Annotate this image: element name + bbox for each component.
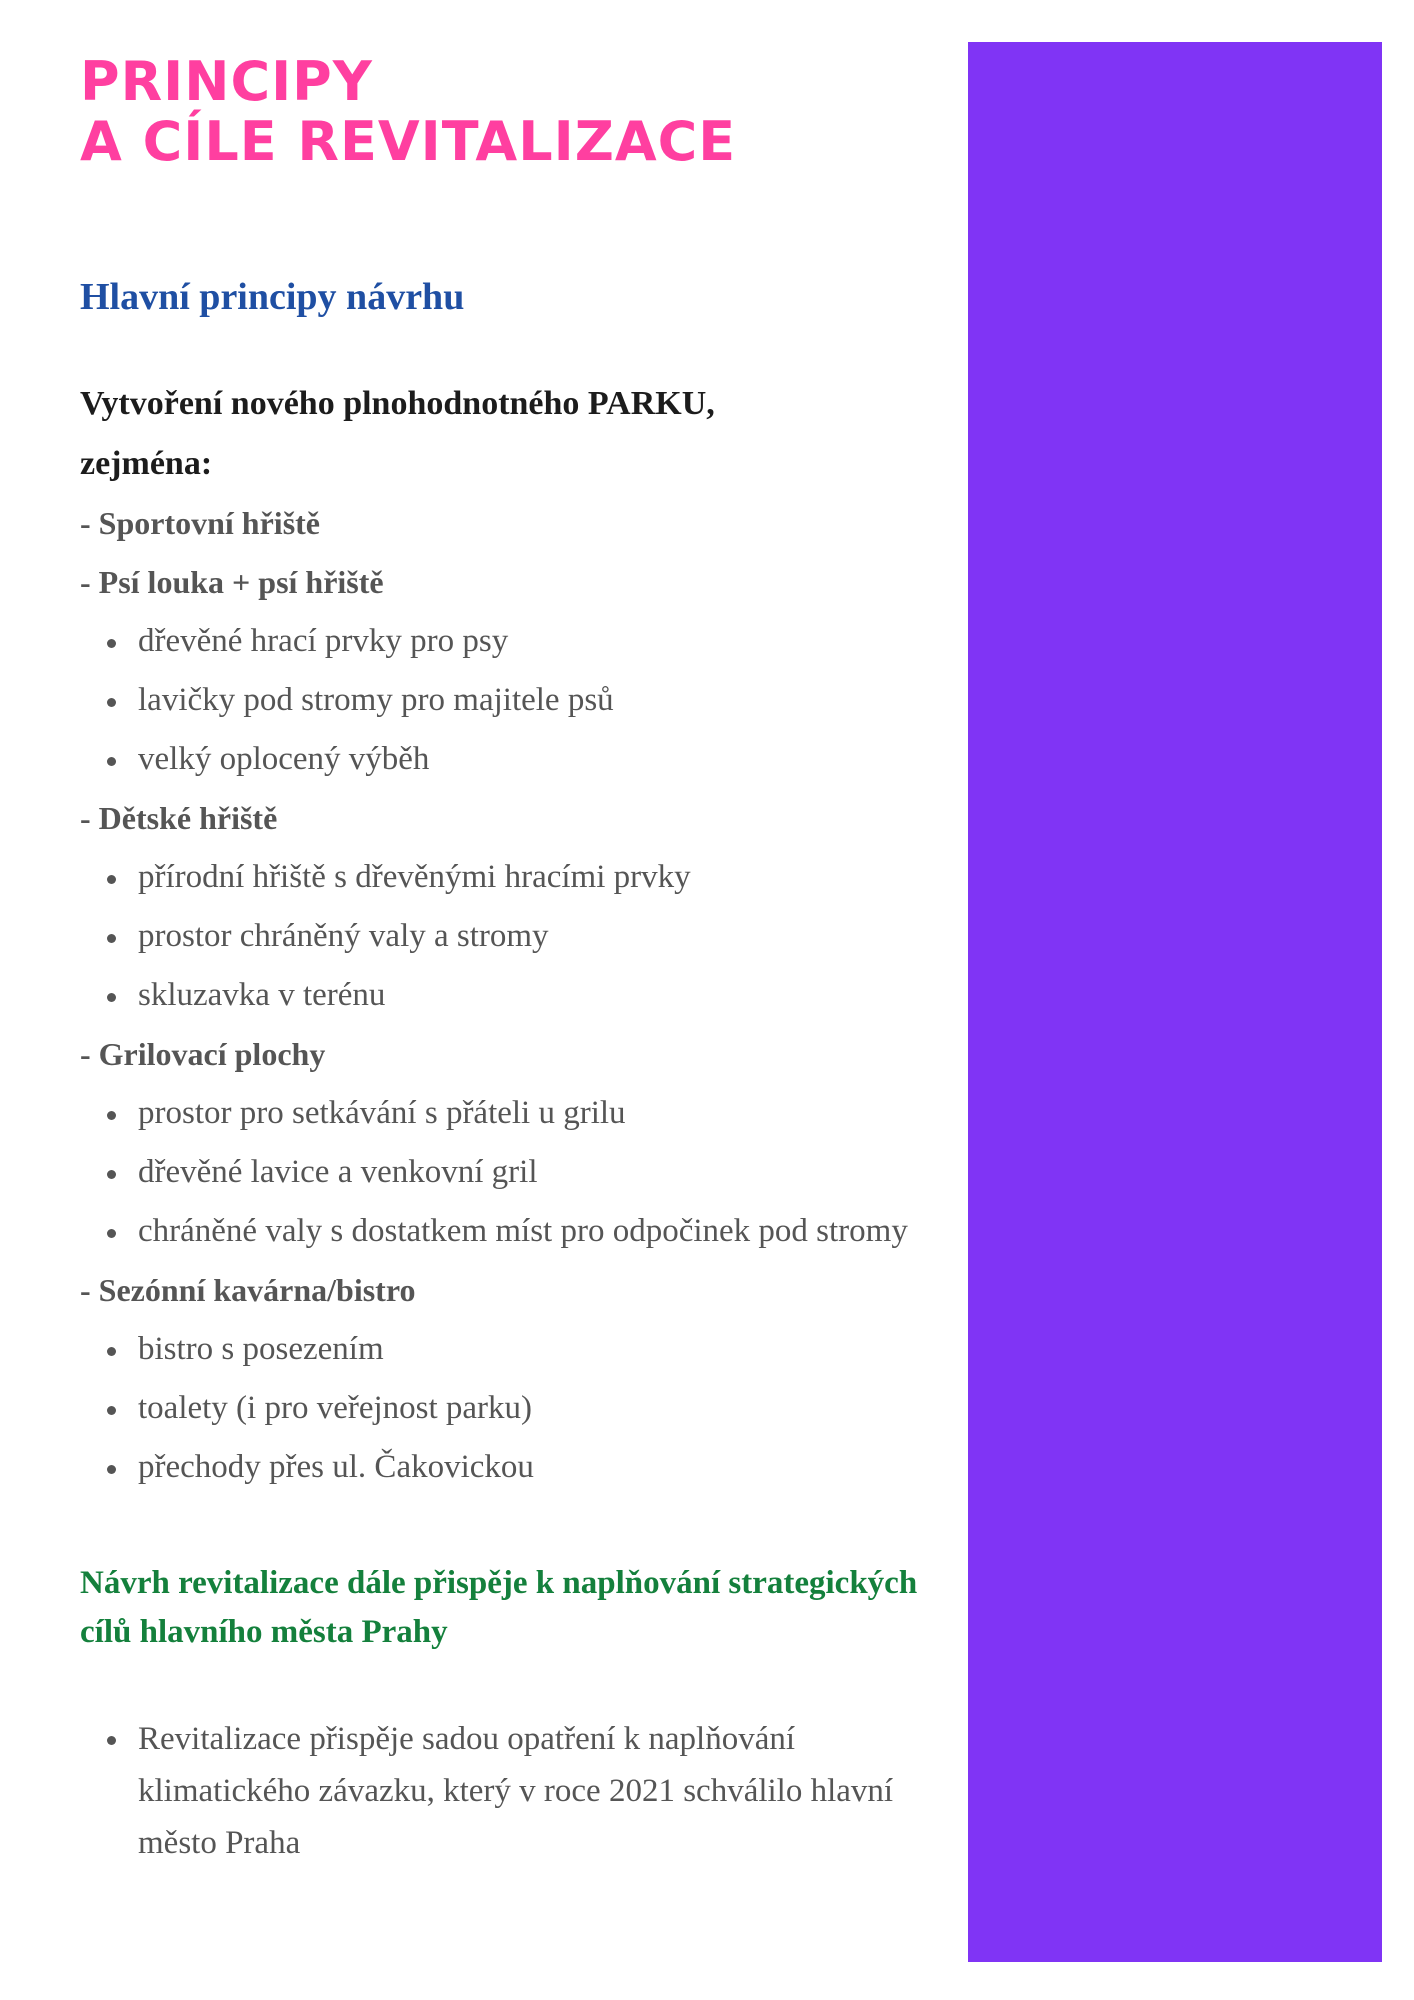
list-item: toalety (i pro veřejnost parku) [138, 1379, 970, 1438]
list-item: přechody přes ul. Čakovickou [138, 1438, 970, 1497]
strategy-heading: Návrh revitalizace dále přispěje k naplňování strategických cílů hlavního města Prahy [80, 1565, 918, 1650]
list-item: skluzavka v terénu [138, 966, 970, 1025]
intro-text [80, 374, 970, 494]
intro-line-2: zejména: [80, 445, 213, 482]
group-label: - Psí louka + psí hřiště [80, 564, 384, 600]
group-items [80, 612, 970, 789]
list-item: lavičky pod stromy pro majitele psů [138, 671, 970, 730]
title-line-2: A CÍLE REVITALIZACE [80, 110, 737, 173]
list-item: Revitalizace přispěje sadou opatření k naplňování klimatického závazku, který v roce 2021 schválilo hlavní město Praha [138, 1713, 970, 1869]
group-label: - Dětské hřiště [80, 800, 278, 836]
list-item: prostor pro setkávání s přáteli u grilu [138, 1084, 970, 1143]
group-sports [80, 494, 970, 553]
list-item: prostor chráněný valy a stromy [138, 907, 970, 966]
list-item: dřevěné lavice a venkovní gril [138, 1143, 970, 1202]
group-label: - Sezónní kavárna/bistro [80, 1272, 416, 1308]
page-content [80, 52, 970, 1869]
title-line-1: PRINCIPY [80, 50, 373, 113]
group-items [80, 848, 970, 1025]
group-label: - Grilovací plochy [80, 1036, 326, 1072]
group-items [80, 1320, 970, 1497]
list-item: přírodní hřiště s dřevěnými hracími prvky [138, 848, 970, 907]
section-heading: Hlavní principy návrhu [80, 276, 465, 318]
list-item: chráněné valy s dostatkem míst pro odpočinek pod stromy [138, 1202, 970, 1261]
feature-groups [80, 494, 970, 1497]
group-label: - Sportovní hřiště [80, 505, 320, 541]
list-item: bistro s posezením [138, 1320, 970, 1379]
list-item: dřevěné hrací prvky pro psy [138, 612, 970, 671]
group-items [80, 1084, 970, 1261]
group-playground [80, 789, 970, 1025]
list-item: velký oplocený výběh [138, 730, 970, 789]
page-title [80, 52, 970, 172]
strategy-items [80, 1713, 970, 1869]
group-dog-meadow [80, 553, 970, 789]
intro-line-1: Vytvoření nového plnohodnotného PARKU, [80, 385, 715, 422]
group-cafe-bistro [80, 1261, 970, 1497]
group-grill-areas [80, 1025, 970, 1261]
decorative-purple-bar [968, 42, 1382, 1962]
